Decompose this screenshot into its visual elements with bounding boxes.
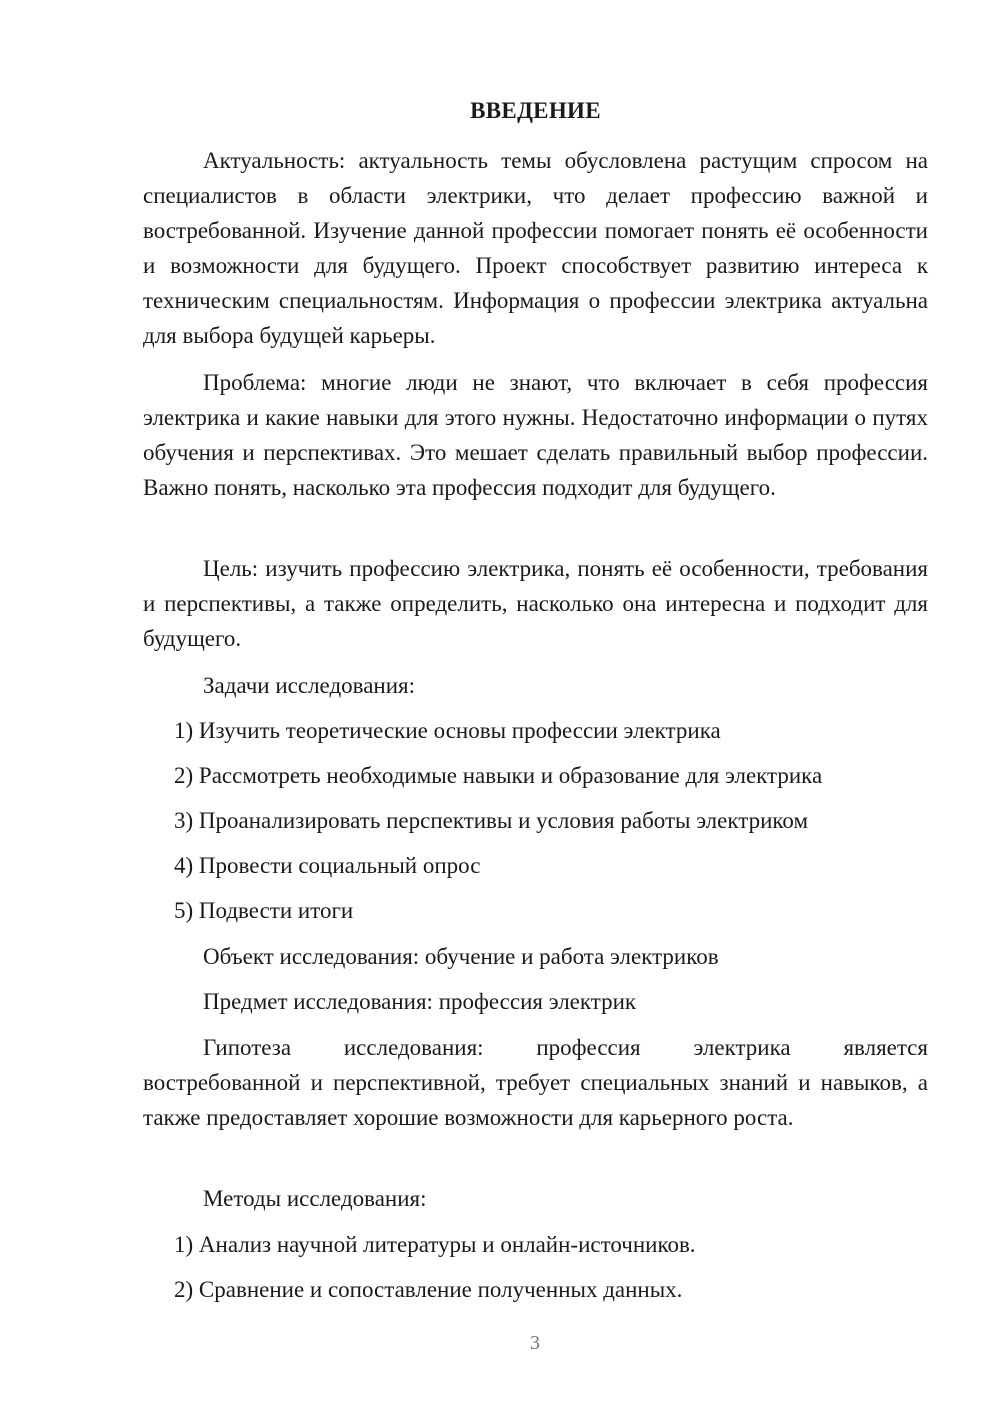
hypothesis-paragraph: востребованной и перспективной, требует специальных знаний и навыков, а также предоставляет хорошие возможности для карьерного роста.: [143, 1070, 928, 1130]
method-item: 1) Анализ научной литературы и онлайн-источников.: [174, 1232, 696, 1257]
methods-heading: Методы исследования:: [203, 1186, 427, 1211]
task-item: 5) Подвести итоги: [174, 898, 354, 923]
task-item: 1) Изучить теоретические основы профессии электрика: [174, 718, 721, 743]
hypothesis-word: профессия: [536, 1035, 641, 1060]
task-item: 2) Рассмотреть необходимые навыки и образование для электрика: [174, 763, 823, 788]
hypothesis-word: Гипотеза: [203, 1035, 292, 1060]
task-item: 3) Проанализировать перспективы и условия работы электриком: [174, 808, 809, 833]
hypothesis-first-line: [143, 1030, 928, 1065]
hypothesis-word: исследования:: [343, 1035, 484, 1060]
page-title: ВВЕДЕНИЕ: [470, 98, 601, 123]
task-item: 4) Провести социальный опрос: [174, 853, 481, 878]
method-item: 2) Сравнение и сопоставление полученных данных.: [174, 1277, 683, 1302]
problem-paragraph: Проблема: многие люди не знают, что включает в себя профессия электрика и какие навыки для этого нужны. Недостаточно информации о путях обучения и перспективах. Это мешает сделать правильный выбор профессии. Важно понять, насколько эта профессия подходит для будущего.: [143, 370, 928, 500]
tasks-heading: Задачи исследования:: [203, 673, 416, 698]
page-number: 3: [530, 1332, 540, 1354]
research-object: Объект исследования: обучение и работа электриков: [203, 944, 719, 969]
goal-paragraph: Цель: изучить профессию электрика, понять её особенности, требования и перспективы, а также определить, насколько она интересна и подходит для будущего.: [143, 556, 928, 651]
research-subject: Предмет исследования: профессия электрик: [203, 989, 637, 1014]
relevance-paragraph: Актуальность: актуальность темы обусловлена растущим спросом на специалистов в области электрики, что делает профессию важной и востребованной. Изучение данной профессии помогает понять её особенности и возможности для будущего. Проект способствует развитию интереса к техническим специальностям. Информация о профессии электрика актуальна для выбора будущей карьеры.: [143, 148, 928, 348]
hypothesis-word: электрика: [693, 1035, 791, 1060]
hypothesis-word: является: [843, 1035, 928, 1060]
